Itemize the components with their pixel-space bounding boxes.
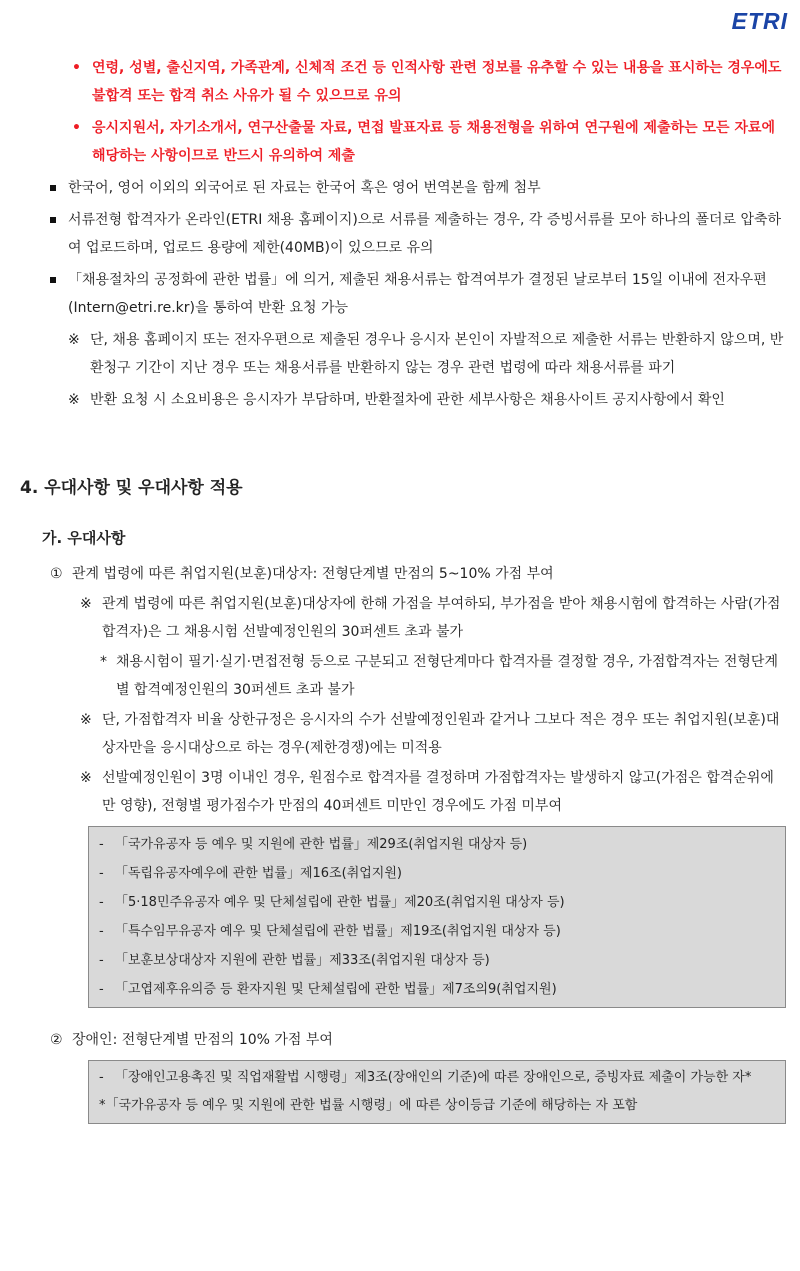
box-line [99,1092,775,1120]
note-mark: ※ [80,770,92,786]
red-bullet [0,54,800,110]
box-footnote: *「국가유공자 등 예우 및 지원에 관한 법률 시행령」에 따른 상이등급 기준에 해당하는 자 포함 [99,1098,638,1113]
subsection-heading: 가. 우대사항 [42,529,126,547]
note-text: 단, 가점합격자 비율 상한규정은 응시자의 수가 선발예정인원과 같거나 그보다 적은 경우 또는 취업지원(보훈)대상자만을 응시대상으로 하는 경우(제한경쟁)에는 미적용 [102,712,780,756]
footnote-text: 채용시험이 필기·실기·면접전형 등으로 구분되고 전형단계마다 합격자를 결정할 경우, 가점합격자는 전형단계별 합격예정인원의 30퍼센트 초과 불가 [116,654,778,698]
square-bullet [0,174,800,202]
preference-item [0,560,800,588]
square-bullet-text: 한국어, 영어 이외의 외국어로 된 자료는 한국어 혹은 영어 번역본을 함께 첨부 [68,180,541,196]
note-mark: ※ [68,332,80,348]
preference-item [0,1026,800,1054]
law-box [88,826,786,1008]
note-text: 관계 법령에 따른 취업지원(보훈)대상자에 한해 가점을 부여하되, 부가점을 받아 채용시험에 합격하는 사람(가점합격자)은 그 채용시험 선발예정인원의 30퍼센트 초과 불가 [102,596,781,640]
square-bullet-icon [50,277,56,283]
footnote-mark: * [100,654,107,670]
item-text: 관계 법령에 따른 취업지원(보훈)대상자: 전형단계별 만점의 5~10% 가점 부여 [72,566,554,582]
bullet-dot: • [72,60,81,76]
red-bullet-text: 응시지원서, 자기소개서, 연구산출물 자료, 면접 발표자료 등 채용전형을 위하여 연구원에 제출하는 모든 자료에 해당하는 사항이므로 반드시 유의하여 제출 [92,120,776,164]
square-bullet-icon [50,185,56,191]
item-number: ② [50,1032,63,1048]
law-text: 「특수임무유공자 예우 및 단체설립에 관한 법률」제19조(취업지원 대상자 등) [115,924,561,939]
section-heading: 4. 우대사항 및 우대사항 적용 [20,478,243,498]
square-bullet-text: 서류전형 합격자가 온라인(ETRI 채용 홈페이지)으로 서류를 제출하는 경우, 각 증빙서류를 모아 하나의 폴더로 압축하여 업로드하며, 업로드 용량에 제한(40MB)이 있으므로 유의 [68,212,782,256]
square-bullet-text: 「채용절차의 공정화에 관한 법률」에 의거, 제출된 채용서류는 합격여부가 결정된 날로부터 15일 이내에 전자우편(Intern@etri.re.kr)을 통하여 반환 요청 가능 [68,272,767,316]
note-text: 단, 채용 홈페이지 또는 전자우편으로 제출된 경우나 응시자 본인이 자발적으로 제출한 서류는 반환하지 않으며, 반환청구 기간이 지난 경우 또는 채용서류를 반환하지 않는 경우 관련 법령에 따라 채용서류를 파기 [90,332,784,376]
dash: - [99,924,104,939]
dash: - [99,866,104,881]
square-bullet [0,206,800,262]
note [0,326,800,382]
note [0,706,800,762]
note [0,590,800,646]
dash: - [99,982,104,997]
note-text: 반환 요청 시 소요비용은 응시자가 부담하며, 반환절차에 관한 세부사항은 채용사이트 공지사항에서 확인 [90,392,725,408]
note [0,386,800,414]
disability-box [88,1060,786,1124]
item-number: ① [50,566,63,582]
square-bullet [0,266,800,322]
law-text: 「국가유공자 등 예우 및 지원에 관한 법률」제29조(취업지원 대상자 등) [115,837,528,852]
law-text: 「보훈보상대상자 지원에 관한 법률」제33조(취업지원 대상자 등) [115,953,490,968]
etri-logo: ETRI [731,8,788,34]
law-line [99,830,775,859]
law-line [99,946,775,975]
law-line [99,917,775,946]
dash: - [99,1070,104,1085]
law-text: 「고엽제후유의증 등 환자지원 및 단체설립에 관한 법률」제7조의9(취업지원) [115,982,557,997]
note-text: 선발예정인원이 3명 이내인 경우, 원점수로 합격자를 결정하며 가점합격자는 발생하지 않고(가점은 합격순위에만 영향), 전형별 평가점수가 만점의 40퍼센트 미만인 경우에도 가점 미부여 [102,770,774,814]
law-text: 「독립유공자예우에 관한 법률」제16조(취업지원) [115,866,402,881]
law-line [99,975,775,1004]
bullet-dot: • [72,120,81,136]
law-text: 「5·18민주유공자 예우 및 단체설립에 관한 법률」제20조(취업지원 대상자 등) [115,895,565,910]
item-text: 장애인: 전형단계별 만점의 10% 가점 부여 [72,1032,333,1048]
dash: - [99,837,104,852]
red-bullet [0,114,800,170]
red-bullet-text: 연령, 성별, 출신지역, 가족관계, 신체적 조건 등 인적사항 관련 정보를 유추할 수 있는 내용을 표시하는 경우에도 불합격 또는 합격 취소 사유가 될 수 있으므로 유의 [92,60,782,104]
dash: - [99,953,104,968]
note-mark: ※ [80,712,92,728]
law-line [99,888,775,917]
dash: - [99,895,104,910]
note-mark: ※ [68,392,80,408]
box-text: 「장애인고용촉진 및 직업재활법 시행령」제3조(장애인의 기준)에 따른 장애인으로, 증빙자료 제출이 가능한 자* [115,1070,752,1085]
box-line [99,1064,775,1092]
document-body [0,54,800,1124]
note-mark: ※ [80,596,92,612]
footnote [0,648,800,704]
law-line [99,859,775,888]
square-bullet-icon [50,217,56,223]
note [0,764,800,820]
